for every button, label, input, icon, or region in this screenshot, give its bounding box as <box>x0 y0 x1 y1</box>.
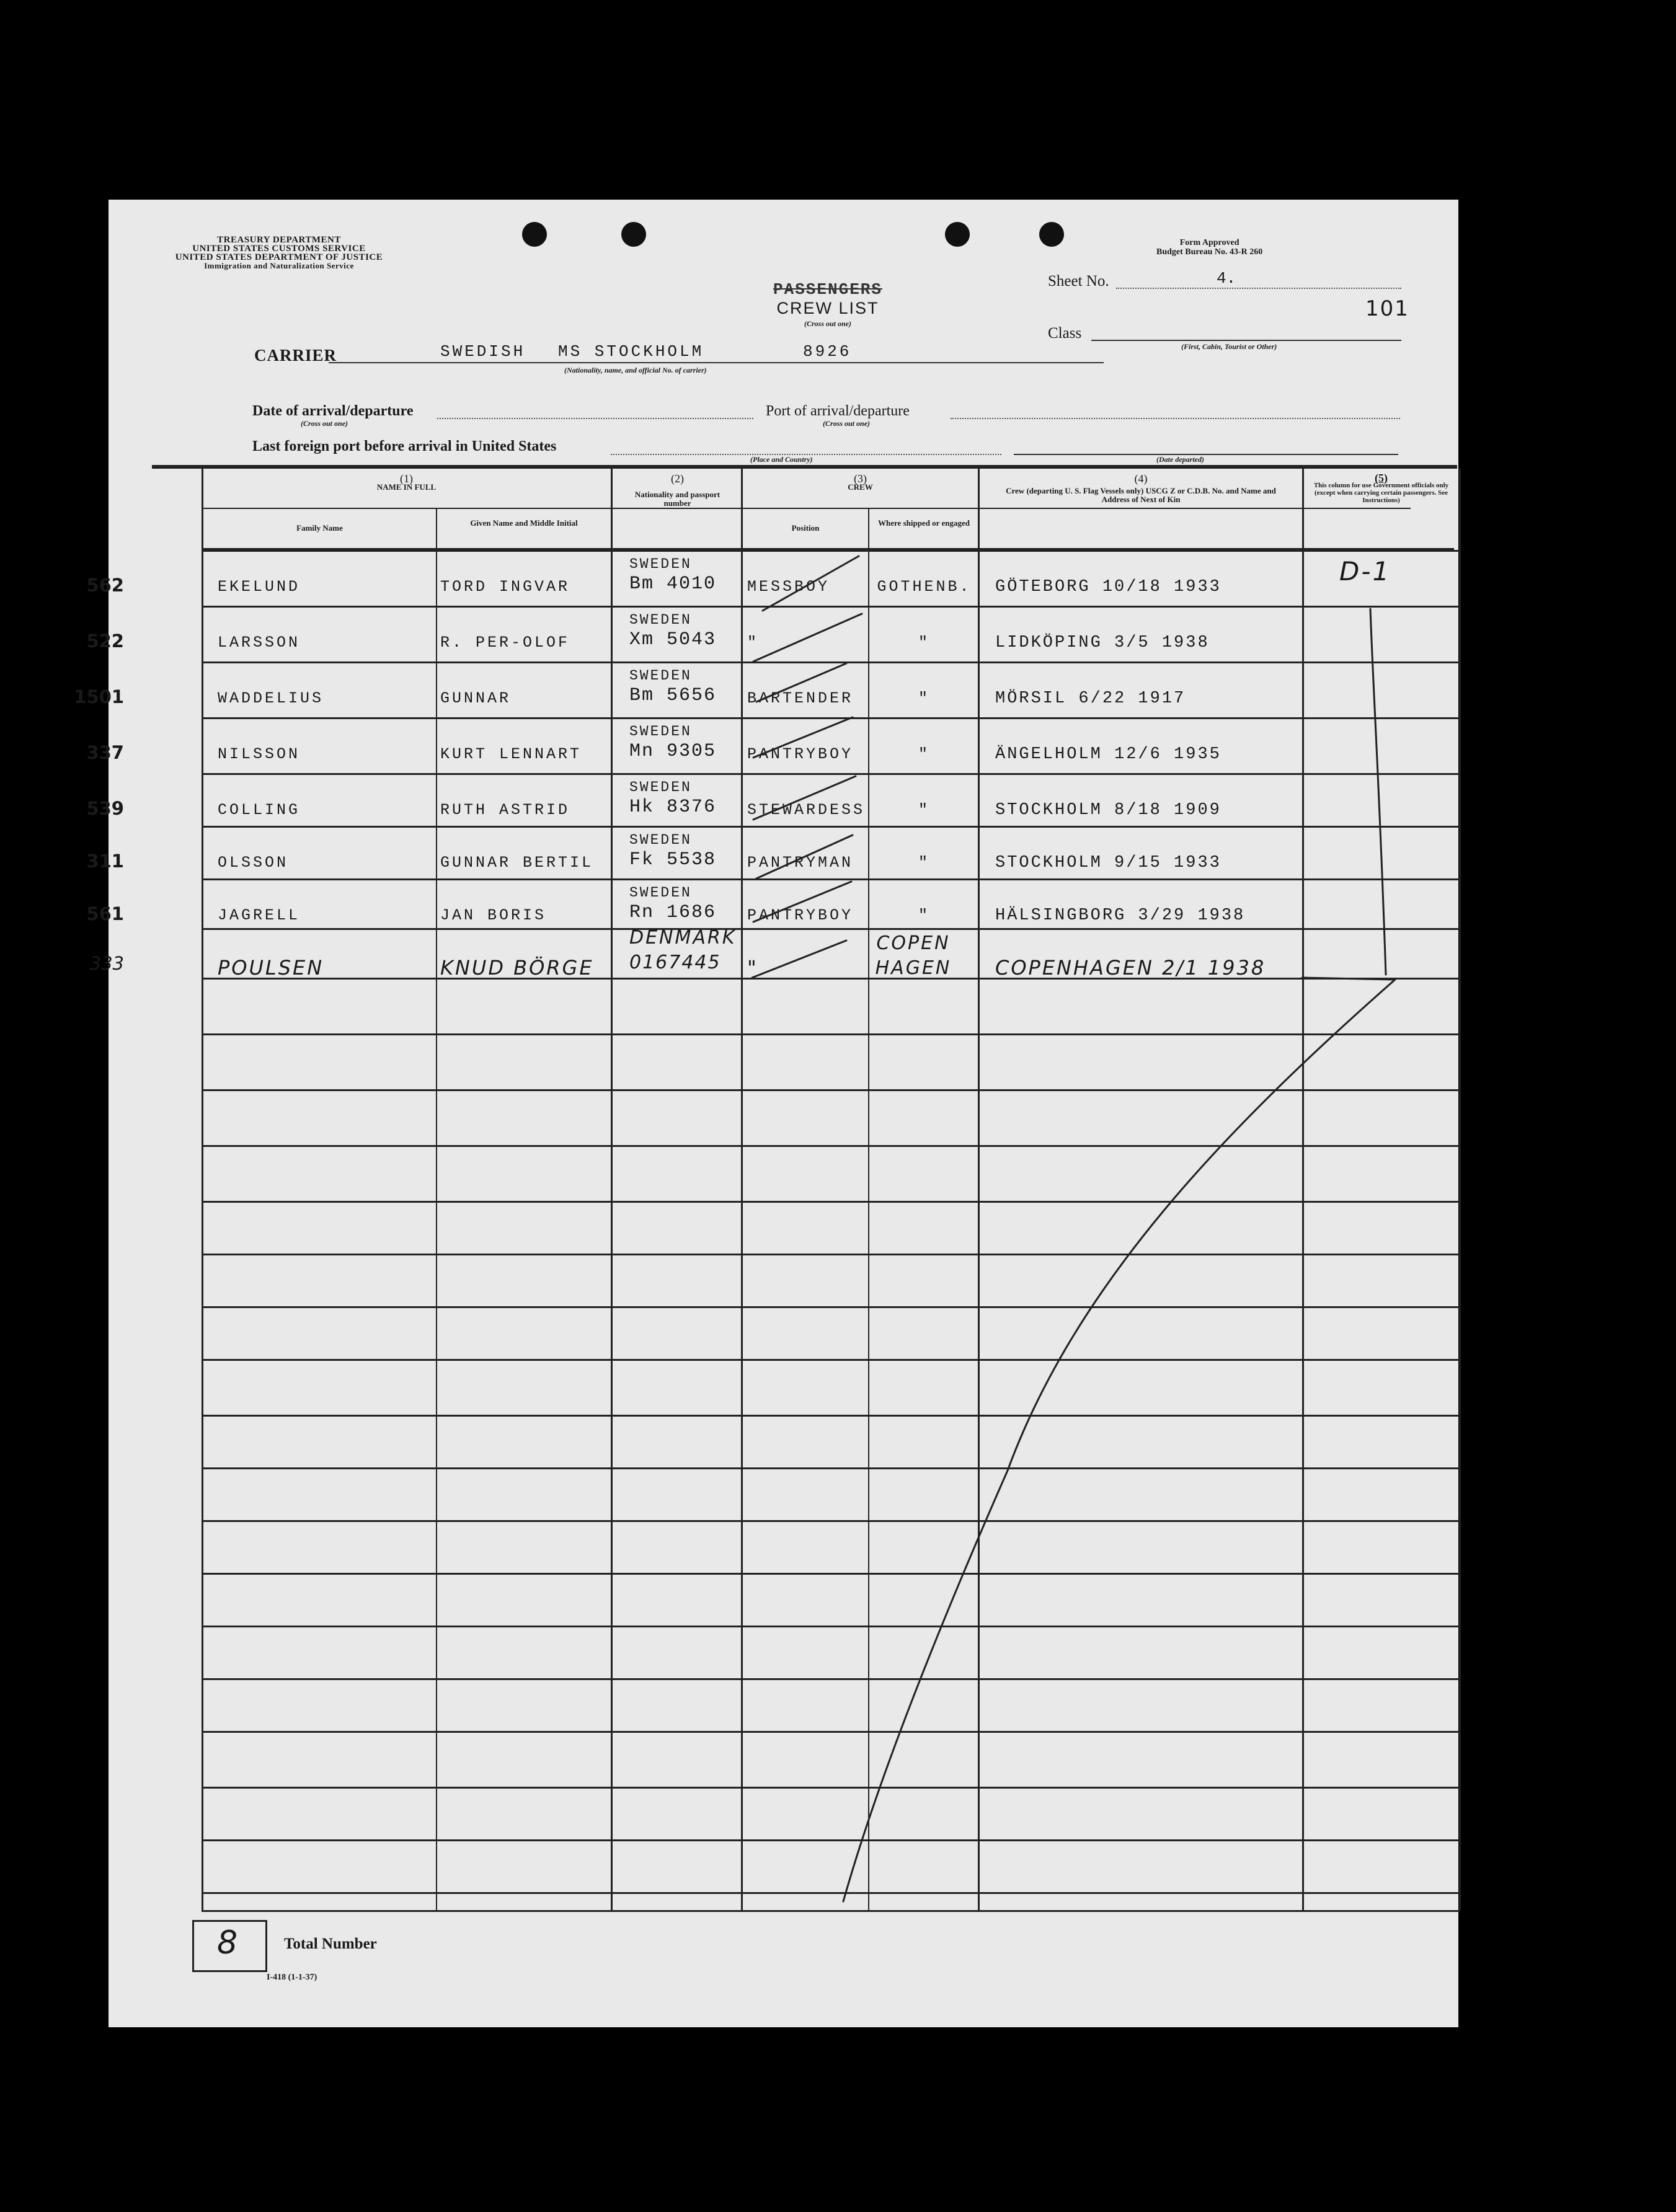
given-name: TORD INGVAR <box>440 578 570 596</box>
form-approved-line: Form Approved <box>1179 238 1239 247</box>
budget-bureau-line: Budget Bureau No. 43-R 260 <box>1156 247 1263 257</box>
carrier-number: 8926 <box>803 342 852 361</box>
port-label: Port of arrival/departure <box>766 403 910 419</box>
family-name: EKELUND <box>218 578 301 596</box>
col2-number: (2) <box>671 472 684 485</box>
carrier-label: CARRIER <box>254 346 337 365</box>
family-name: COLLING <box>218 801 301 819</box>
col-divider <box>1459 469 1461 1910</box>
nationality: SWEDEN <box>629 556 692 572</box>
strike-mark <box>753 717 853 758</box>
agency-line: Immigration and Naturalization Service <box>204 261 354 270</box>
passport-number: 0167445 <box>629 952 721 973</box>
form-code: I-418 (1-1-37) <box>267 1973 317 1982</box>
strike-mark <box>753 882 851 922</box>
col1-number: (1) <box>400 472 413 485</box>
position: MESSBOY <box>747 578 830 596</box>
strike-mark <box>763 556 859 611</box>
carrier-name: MS STOCKHOLM <box>558 342 704 361</box>
next-of-kin: ÄNGELHOLM 12/6 1935 <box>995 745 1222 764</box>
row-number: 337 <box>86 742 124 763</box>
page-number: 101 <box>1365 296 1409 321</box>
nationality: SWEDEN <box>629 885 692 901</box>
strike-mark <box>752 940 846 978</box>
col4-title: Crew (departing U. S. Flag Vessels only) USCG Z or C.D.B. No. and Name and Address of Next of Kin <box>1006 486 1276 504</box>
total-value: 8 <box>217 1924 240 1962</box>
passport-number: Hk 8376 <box>629 797 717 818</box>
family-name: JAGRELL <box>218 906 301 924</box>
shipped-at: " <box>918 906 930 924</box>
nationality: SWEDEN <box>629 723 692 740</box>
row-number: 1501 <box>74 686 124 707</box>
family-name: POULSEN <box>218 956 324 980</box>
position: PANTRYMAN <box>747 854 854 872</box>
agency-line: UNITED STATES DEPARTMENT OF JUSTICE <box>175 252 383 262</box>
given-heading: Given Name and Middle Initial <box>470 518 578 528</box>
shipped-at: " <box>918 689 930 707</box>
shipped-heading: Where shipped or engaged <box>878 518 970 528</box>
next-of-kin: COPENHAGEN 2/1 1938 <box>995 956 1266 980</box>
next-of-kin: STOCKHOLM 9/15 1933 <box>995 854 1222 872</box>
last-port-label: Last foreign port before arrival in United States <box>252 438 557 454</box>
port-note: (Cross out one) <box>823 419 871 428</box>
family-name: OLSSON <box>218 854 289 872</box>
sheet-number: 4. <box>1217 269 1236 288</box>
crew-list-form <box>74 200 1458 2027</box>
given-name: JAN BORIS <box>440 906 547 924</box>
row-number: 561 <box>86 903 124 924</box>
title-struck: PASSENGERS <box>773 280 883 299</box>
col1-title: NAME IN FULL <box>376 482 437 492</box>
position: STEWARDESS <box>747 801 866 819</box>
shipped-at: COPEN HAGEN <box>875 932 952 979</box>
position: " <box>747 634 760 652</box>
strike-mark <box>753 776 856 820</box>
family-heading: Family Name <box>296 523 343 533</box>
given-name: KNUD BÖRGE <box>440 956 594 980</box>
place-note: (Place and Country) <box>750 455 813 464</box>
title-note: (Cross out one) <box>804 319 851 328</box>
next-of-kin: LIDKÖPING 3/5 1938 <box>995 634 1210 652</box>
given-name: RUTH ASTRID <box>440 801 570 819</box>
passport-number: Xm 5043 <box>629 629 717 650</box>
passport-number: Mn 9305 <box>629 741 717 762</box>
passport-number: Fk 5538 <box>629 849 717 870</box>
carrier-nationality: SWEDISH <box>440 342 526 361</box>
given-name: KURT LENNART <box>440 745 582 763</box>
row-number: 539 <box>86 798 124 819</box>
nationality: SWEDEN <box>629 612 692 628</box>
shipped-at: " <box>918 745 930 763</box>
passport-number: Rn 1686 <box>629 902 717 923</box>
col5-number: (5) <box>1375 472 1388 484</box>
nationality: SWEDEN <box>629 668 692 684</box>
col4-number: (4) <box>1134 472 1148 485</box>
date-note: (Cross out one) <box>301 419 348 428</box>
strike-mark <box>756 835 853 878</box>
given-name: GUNNAR <box>440 689 512 707</box>
strike-mark <box>753 614 862 661</box>
agency-line: UNITED STATES CUSTOMS SERVICE <box>192 244 366 254</box>
col5-annotation: D-1 <box>1339 556 1391 586</box>
next-of-kin: HÄLSINGBORG 3/29 1938 <box>995 906 1246 925</box>
col3-number: (3) <box>854 472 867 485</box>
position: PANTRYBOY <box>747 906 854 924</box>
bracket-line <box>1370 609 1386 975</box>
sheet-label: Sheet No. <box>1048 273 1109 290</box>
class-note: (First, Cabin, Tourist or Other) <box>1181 342 1277 351</box>
date-departed-note: (Date departed) <box>1156 455 1204 464</box>
total-label: Total Number <box>284 1935 377 1952</box>
shipped-at: GOTHENB. <box>877 578 972 596</box>
given-name: R. PER-OLOF <box>440 634 570 652</box>
col2-title: Nationality and passport number <box>634 490 721 508</box>
next-of-kin: GÖTEBORG 10/18 1933 <box>995 578 1222 596</box>
page-title: CREW LIST <box>776 299 879 317</box>
row-number: 311 <box>86 851 124 872</box>
position: PANTRYBOY <box>747 745 854 763</box>
date-label: Date of arrival/departure <box>252 403 414 419</box>
row-number: 522 <box>86 630 124 652</box>
strike-mark <box>756 663 846 702</box>
given-name: GUNNAR BERTIL <box>440 854 594 872</box>
carrier-note: (Nationality, name, and official No. of carrier) <box>564 366 707 374</box>
row-number: 562 <box>86 575 124 596</box>
nationality: SWEDEN <box>629 832 692 848</box>
class-label: Class <box>1048 325 1082 342</box>
shipped-at: " <box>918 801 930 819</box>
agency-line: TREASURY DEPARTMENT <box>217 235 341 245</box>
next-of-kin: STOCKHOLM 8/18 1909 <box>995 801 1222 820</box>
family-name: LARSSON <box>218 634 301 652</box>
passport-number: Bm 5656 <box>629 685 717 706</box>
shipped-at: " <box>918 634 930 652</box>
nationality: DENMARK <box>629 927 737 949</box>
family-name: WADDELIUS <box>218 689 324 707</box>
position-heading: Position <box>791 523 820 533</box>
bracket-tick <box>1302 978 1393 980</box>
cancellation-marks <box>109 200 1458 2027</box>
position: BARTENDER <box>747 689 854 707</box>
col3-title: CREW <box>848 482 873 492</box>
family-name: NILSSON <box>218 745 301 763</box>
passport-number: Bm 4010 <box>629 573 717 595</box>
position: " <box>747 956 758 980</box>
diagonal-cancel-line <box>843 980 1395 1901</box>
shipped-at: " <box>918 854 930 872</box>
nationality: SWEDEN <box>629 779 692 795</box>
next-of-kin: MÖRSIL 6/22 1917 <box>995 689 1186 708</box>
row-number: 333 <box>89 953 124 974</box>
col5-title: This column for use Government officials only (except when carrying certain passengers. See Instructions) <box>1313 482 1449 504</box>
